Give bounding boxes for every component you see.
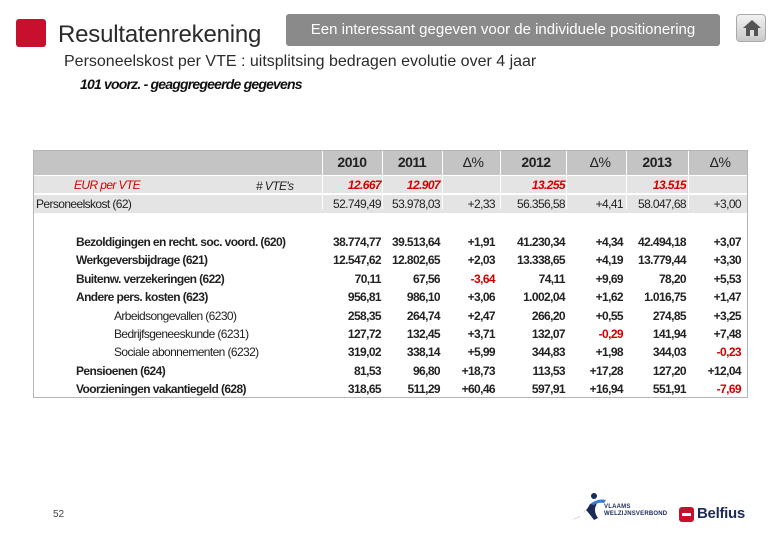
row-value: 344,03 (652, 345, 686, 360)
row-value: +5,99 (467, 345, 495, 360)
table-caption: 101 voorz. - geaggregeerde gegevens (80, 76, 302, 92)
row-label: Arbeidsongevallen (6230) (114, 308, 237, 323)
row-value: +9,69 (595, 271, 623, 286)
row-value: +3,71 (467, 327, 495, 341)
total-value: 52.749,49 (333, 197, 381, 211)
row-value: 13.338,65 (517, 253, 565, 268)
cost-table (33, 150, 748, 398)
row-value: 344,83 (531, 345, 565, 360)
total-value: +3,00 (713, 197, 741, 211)
title-accent-square (16, 19, 46, 47)
row-value: +3,25 (713, 308, 741, 323)
row-label: Sociale abonnementen (6232) (114, 345, 259, 360)
row-value: +3,07 (713, 235, 741, 249)
row-value: +18,73 (461, 363, 495, 378)
row-value: +17,28 (589, 363, 623, 378)
column-header: 2013 (642, 154, 672, 170)
home-button[interactable] (736, 14, 766, 42)
row-label: Pensioenen (624) (76, 363, 166, 378)
vte-row-label: EUR per VTE (74, 178, 141, 192)
row-value: 956,81 (347, 290, 381, 305)
row-value: 74,11 (538, 271, 565, 286)
row-value: 338,14 (406, 345, 440, 360)
vvs-line2: WELZIJNSVERBOND (604, 511, 668, 517)
vte-row (34, 176, 747, 194)
row-value: 264,74 (406, 308, 440, 323)
row-value: 39.513,64 (392, 235, 440, 249)
row-value: +60,46 (461, 382, 495, 397)
row-value: 986,10 (406, 290, 440, 305)
row-value: +12,04 (707, 363, 741, 378)
column-header: Δ% (589, 154, 611, 170)
row-value: -0,29 (598, 327, 623, 341)
row-value: +5,53 (713, 271, 741, 286)
row-value: 274,85 (652, 308, 686, 323)
row-value: +4,19 (595, 253, 623, 268)
column-header: Δ% (709, 154, 731, 170)
row-value: 41.230,34 (517, 235, 565, 249)
vte-value: 12.667 (347, 178, 381, 192)
vte-value: 13.515 (652, 178, 686, 192)
row-value: 38.774,77 (333, 235, 381, 249)
total-value: 58.047,68 (638, 197, 686, 211)
row-value: 81,53 (353, 363, 381, 378)
row-value: 266,20 (531, 308, 565, 323)
row-value: 1.016,75 (644, 290, 686, 305)
belfius-logo-text: Belfius (697, 505, 745, 522)
row-value: 318,65 (347, 382, 381, 397)
row-value: 132,07 (531, 327, 565, 341)
row-value: 141,94 (652, 327, 686, 341)
row-value: 96,80 (412, 363, 440, 378)
column-separator (566, 151, 567, 209)
row-value: 319,02 (347, 345, 381, 360)
page-title: Resultatenrekening (58, 21, 262, 48)
row-value: +2,47 (467, 308, 495, 323)
total-value: +2,33 (467, 197, 495, 211)
row-label: Bedrijfsgeneeskunde (6231) (114, 327, 249, 341)
home-icon (742, 19, 762, 37)
row-value: -0,23 (716, 345, 741, 360)
total-value: 53.978,03 (392, 197, 440, 211)
row-value: +2,03 (467, 253, 495, 268)
row-value: 1.002,04 (523, 290, 565, 305)
row-value: -7,69 (716, 382, 741, 397)
row-value: 551,91 (652, 382, 686, 397)
row-value: +4,34 (595, 235, 623, 249)
row-value: 597,91 (531, 382, 565, 397)
row-value: +1,62 (595, 290, 623, 305)
row-value: 113,53 (532, 363, 565, 378)
column-header: 2011 (397, 154, 427, 170)
row-value: +3,30 (713, 253, 741, 268)
vte-value: 13.255 (531, 178, 565, 192)
row-value: -3,64 (470, 271, 495, 286)
row-value: +1,91 (467, 235, 495, 249)
row-value: +16,94 (589, 382, 623, 397)
vvs-logo-text (604, 504, 667, 518)
vte-value: 12.907 (406, 178, 440, 192)
row-label: Voorzieningen vakantiegeld (628) (76, 382, 246, 397)
row-value: +7,48 (713, 327, 741, 341)
row-value: 258,35 (347, 308, 381, 323)
row-label: Werkgeversbijdrage (621) (76, 253, 208, 268)
row-value: 70,11 (354, 271, 381, 286)
row-value: 12.802,65 (392, 253, 440, 268)
row-value: +1,47 (713, 290, 741, 305)
row-label: Andere pers. kosten (623) (76, 290, 208, 305)
page-subtitle: Personeelskost per VTE : uitsplitsing bedragen evolutie over 4 jaar (64, 53, 537, 70)
row-value: +1,98 (595, 345, 623, 360)
vte-row-unit: # VTE's (256, 179, 294, 193)
highlight-banner: Een interessant gegeven voor de individuele positionering (286, 14, 720, 46)
column-separator (688, 151, 689, 209)
total-row-label: Personeelskost (62) (36, 197, 132, 211)
total-value: +4,41 (595, 197, 623, 211)
row-value: 12.547,62 (333, 253, 381, 268)
total-value: 56.356,58 (517, 197, 565, 211)
row-value: 67,56 (412, 271, 440, 286)
row-label: Buitenw. verzekeringen (622) (76, 271, 225, 286)
row-value: 127,72 (347, 327, 381, 341)
belfius-logo-icon (679, 507, 694, 522)
column-header: Δ% (462, 154, 484, 170)
row-label: Bezoldigingen en recht. soc. voord. (620) (76, 235, 286, 249)
column-header: 2012 (521, 154, 551, 170)
row-value: 132,45 (406, 327, 440, 341)
row-value: 42.494,18 (638, 235, 686, 249)
row-value: 13.779,44 (638, 253, 686, 268)
row-value: +0,55 (595, 308, 623, 323)
vvs-line1: VLAAMS (604, 504, 631, 510)
row-value: 511,29 (407, 382, 440, 397)
row-value: 78,20 (658, 271, 686, 286)
page-number: 52 (53, 509, 65, 520)
row-value: +3,06 (467, 290, 495, 305)
column-header: 2010 (337, 154, 367, 170)
row-value: 127,20 (652, 363, 686, 378)
